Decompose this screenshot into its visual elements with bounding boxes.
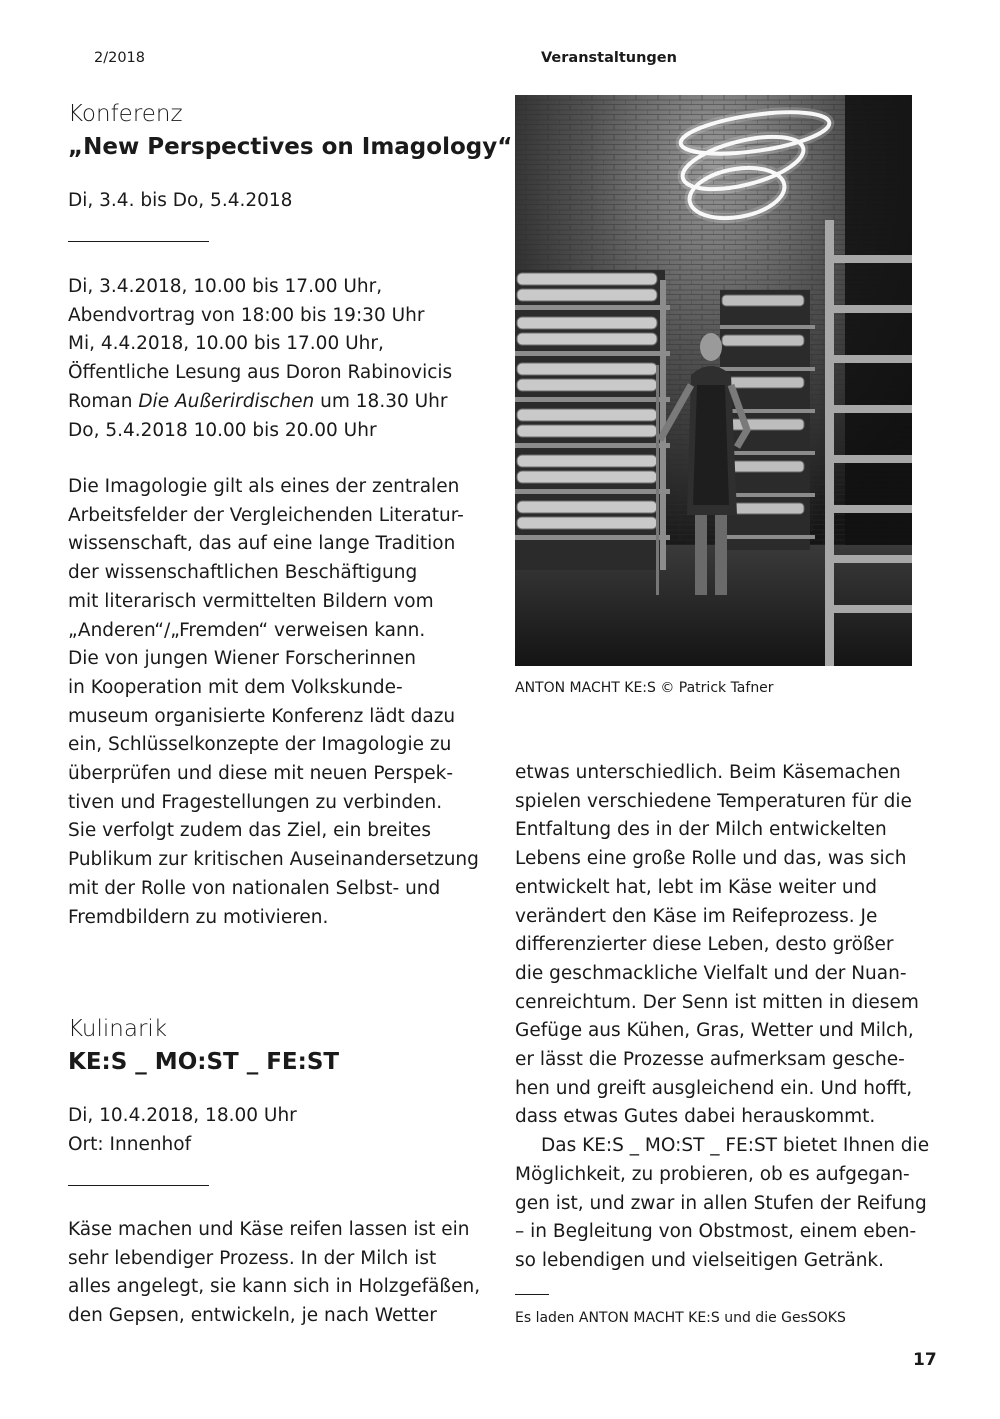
text-line: Die Imagologie gilt als eines der zentralen <box>68 476 460 497</box>
text-line: Das KE:S _ MO:ST _ FE:ST bietet Ihnen die <box>541 1135 930 1157</box>
text-line: differenzierter diese Leben, desto größer <box>515 934 894 956</box>
event1-date-range: Di, 3.4. bis Do, 5.4.2018 <box>68 190 293 211</box>
text-line: mit literarisch vermittelten Bildern vom <box>68 590 434 612</box>
text-line: wissenschaft, das auf eine lange Tradition <box>68 533 456 555</box>
schedule-line: Do, 5.4.2018 10.00 bis 20.00 Uhr <box>68 419 377 441</box>
cheese-cellar-photo <box>515 95 912 666</box>
text-line: er lässt die Prozesse aufmerksam gesche- <box>515 1049 905 1071</box>
schedule-line <box>68 388 452 417</box>
text-line: Arbeitsfelder der Vergleichenden Literatur- <box>68 504 464 526</box>
page-number: 17 <box>913 1350 937 1370</box>
text-line: Möglichkeit, zu probieren, ob es aufgegan- <box>515 1163 910 1185</box>
text-line: die geschmackliche Vielfalt und der Nuan- <box>515 962 907 984</box>
schedule-line: Di, 3.4.2018, 10.00 bis 17.00 Uhr, <box>68 276 383 297</box>
book-title: Die Außerirdischen <box>138 390 315 412</box>
text-line: – in Begleitung von Obstmost, einem eben- <box>515 1221 917 1243</box>
event1-description <box>68 473 479 932</box>
text-line: der wissenschaftlichen Beschäftigung <box>68 562 418 584</box>
text-line: Fremdbildern zu motivieren. <box>68 906 329 928</box>
schedule-line: Mi, 4.4.2018, 10.00 bis 17.00 Uhr, <box>68 333 384 355</box>
event2-date: Di, 10.4.2018, 18.00 Uhr <box>68 1105 297 1126</box>
event2-description-left <box>68 1216 480 1331</box>
photo-illustration <box>515 95 912 666</box>
divider <box>68 1185 209 1186</box>
divider <box>515 1294 549 1295</box>
text-line: verändert den Käse im Reifeprozess. Je <box>515 905 878 927</box>
text-line: dass etwas Gutes dabei herauskommt. <box>515 1106 876 1128</box>
event2-kicker: Kulinarik <box>68 1016 168 1042</box>
text-line: in Kooperation mit dem Volkskunde- <box>68 676 403 698</box>
schedule-line: Abendvortrag von 18:00 bis 19:30 Uhr <box>68 304 425 326</box>
text-line: tiven und Fragestellungen zu verbinden. <box>68 791 443 813</box>
text-line: den Gepsen, entwickeln, je nach Wetter <box>68 1305 437 1327</box>
text-line: Die von jungen Wiener Forscherinnen <box>68 648 416 670</box>
text-line: gen ist, und zwar in allen Stufen der Reifung <box>515 1192 927 1214</box>
text-line: so lebendigen und vielseitigen Getränk. <box>515 1249 885 1271</box>
event2-description-right <box>515 759 929 1276</box>
text-line: Käse machen und Käse reifen lassen ist ein <box>68 1219 470 1240</box>
schedule-line: Öffentliche Lesung aus Doron Rabinovicis <box>68 362 453 384</box>
invitation-note: Es laden ANTON MACHT KE:S und die GesSOKS <box>515 1310 846 1326</box>
schedule-text: um 18.30 Uhr <box>314 390 448 412</box>
event2-details <box>68 1102 297 1159</box>
photo-caption: ANTON MACHT KE:S © Patrick Tafner <box>515 680 774 696</box>
text-line: Sie verfolgt zudem das Ziel, ein breites <box>68 820 431 842</box>
event2-title: KE:S _ MO:ST _ FE:ST <box>68 1049 340 1075</box>
event2-location: Ort: Innenhof <box>68 1133 192 1155</box>
event1-schedule <box>68 273 452 445</box>
text-line: Publikum zur kritischen Auseinandersetzung <box>68 849 479 871</box>
divider <box>68 241 209 242</box>
text-line: entwickelt hat, lebt im Käse weiter und <box>515 876 878 898</box>
text-line: sehr lebendiger Prozess. In der Milch ist <box>68 1247 437 1269</box>
text-line: spielen verschiedene Temperaturen für die <box>515 790 912 812</box>
text-line: cenreichtum. Der Senn ist mitten in diesem <box>515 991 919 1013</box>
section-title: Veranstaltungen <box>541 50 677 66</box>
text-line: museum organisierte Konferenz lädt dazu <box>68 705 456 727</box>
text-line: etwas unterschiedlich. Beim Käsemachen <box>515 762 901 783</box>
text-line: Entfaltung des in der Milch entwickelten <box>515 819 887 841</box>
text-line: ein, Schlüsselkonzepte der Imagologie zu <box>68 734 452 756</box>
text-line: mit der Rolle von nationalen Selbst- und <box>68 877 441 899</box>
text-line: Lebens eine große Rolle und das, was sich <box>515 848 907 870</box>
schedule-text: Roman <box>68 390 139 412</box>
event1-title: „New Perspectives on Imagology“ <box>68 134 513 160</box>
text-line: „Anderen“/„Fremden“ verweisen kann. <box>68 619 426 641</box>
text-line: alles angelegt, sie kann sich in Holzgefäßen, <box>68 1276 481 1298</box>
event1-kicker: Konferenz <box>68 101 183 127</box>
text-line: Gefüge aus Kühen, Gras, Wetter und Milch, <box>515 1020 914 1042</box>
text-line: überprüfen und diese mit neuen Perspek- <box>68 763 454 785</box>
text-line: hen und greift ausgleichend ein. Und hofft, <box>515 1077 913 1099</box>
issue-number: 2/2018 <box>94 50 146 66</box>
